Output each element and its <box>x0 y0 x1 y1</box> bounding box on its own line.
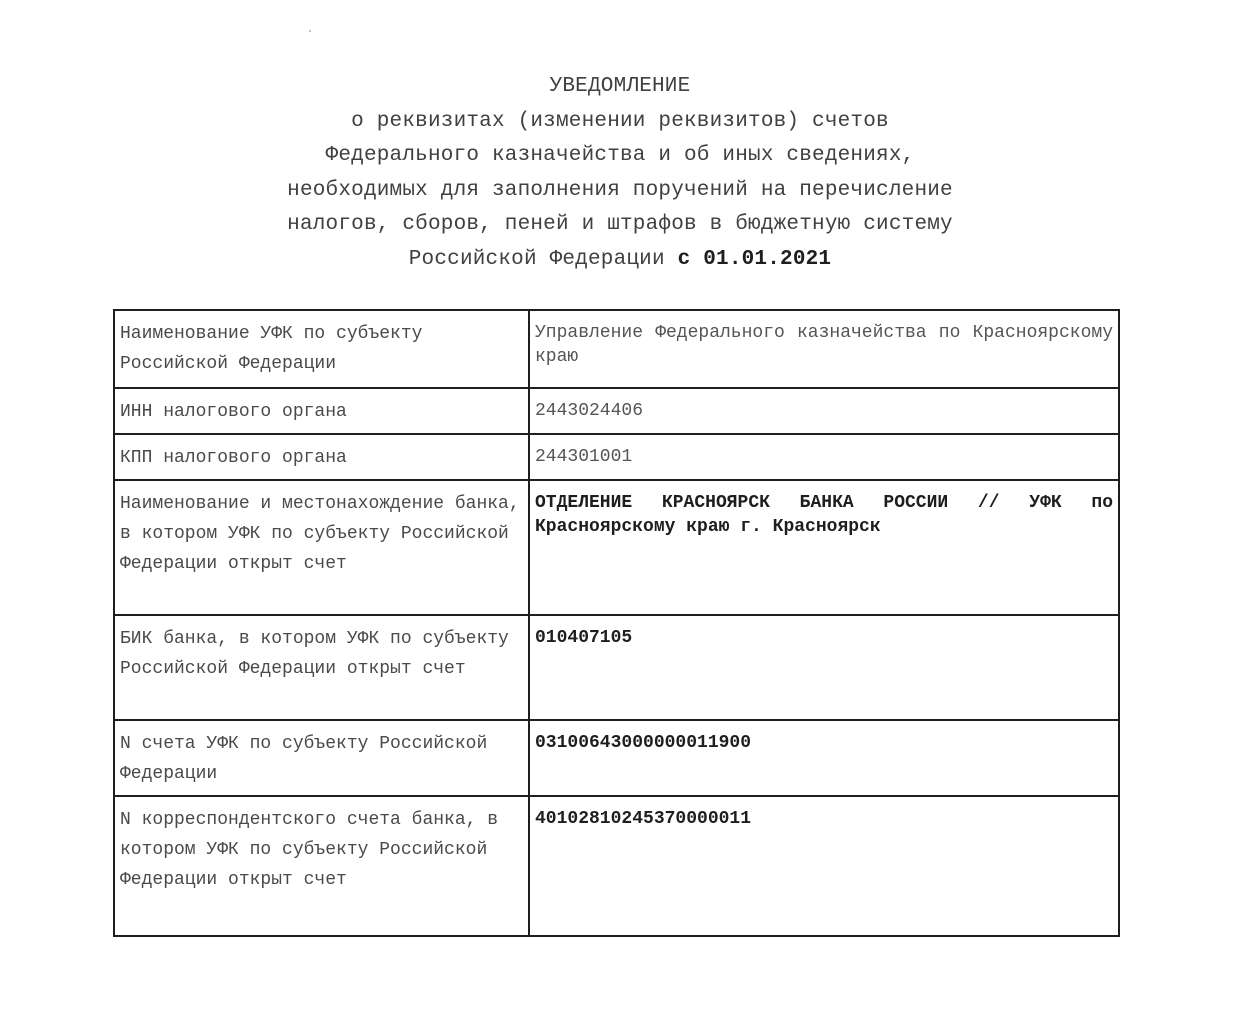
account-number-value: 03100643000000011900 <box>529 720 1119 796</box>
inn-value: 2443024406 <box>529 388 1119 434</box>
table-row <box>114 310 1119 388</box>
account-number-label: N счета УФК по субъекту Российской Федерации <box>114 720 529 796</box>
requisites-table <box>113 309 1120 937</box>
heading-title: УВЕДОМЛЕНИЕ <box>549 75 691 98</box>
heading-line-2: о реквизитах (изменении реквизитов) счетов <box>351 109 889 133</box>
kpp-label: КПП налогового органа <box>114 434 529 480</box>
ufk-name-label: Наименование УФК по субъекту Российской Федерации <box>114 310 529 388</box>
kpp-value: 244301001 <box>529 434 1119 480</box>
ufk-name-value: Управление Федерального казначейства по Красноярскому краю <box>529 310 1119 388</box>
heading-line-3: Федерального казначейства и об иных сведениях, <box>325 144 915 167</box>
bik-value: 010407105 <box>529 615 1119 720</box>
inn-label: ИНН налогового органа <box>114 388 529 434</box>
table-row <box>114 615 1119 720</box>
corr-account-value: 40102810245370000011 <box>529 796 1119 936</box>
table-row <box>114 720 1119 796</box>
table-row <box>114 434 1119 480</box>
bik-label: БИК банка, в котором УФК по субъекту Российской Федерации открыт счет <box>114 615 529 720</box>
heading-line-6 <box>140 243 1100 278</box>
bank-name-label: Наименование и местонахождение банка, в котором УФК по субъекту Российской Федерации открыт счет <box>114 480 529 615</box>
document-heading <box>140 70 1100 277</box>
heading-line-6-text: Российской Федерации <box>408 247 665 271</box>
effective-date: с 01.01.2021 <box>677 247 832 271</box>
bank-name-value: ОТДЕЛЕНИЕ КРАСНОЯРСК БАНКА РОССИИ // УФК по Красноярскому краю г. Красноярск <box>529 480 1119 615</box>
heading-line-4: необходимых для заполнения поручений на перечисление <box>287 178 953 202</box>
table-row <box>114 796 1119 936</box>
scan-speck <box>309 30 311 32</box>
table-row <box>114 480 1119 615</box>
table-row <box>114 388 1119 434</box>
heading-line-5: налогов, сборов, пеней и штрафов в бюджетную систему <box>287 213 953 236</box>
corr-account-label: N корреспондентского счета банка, в котором УФК по субъекту Российской Федерации открыт счет <box>114 796 529 936</box>
